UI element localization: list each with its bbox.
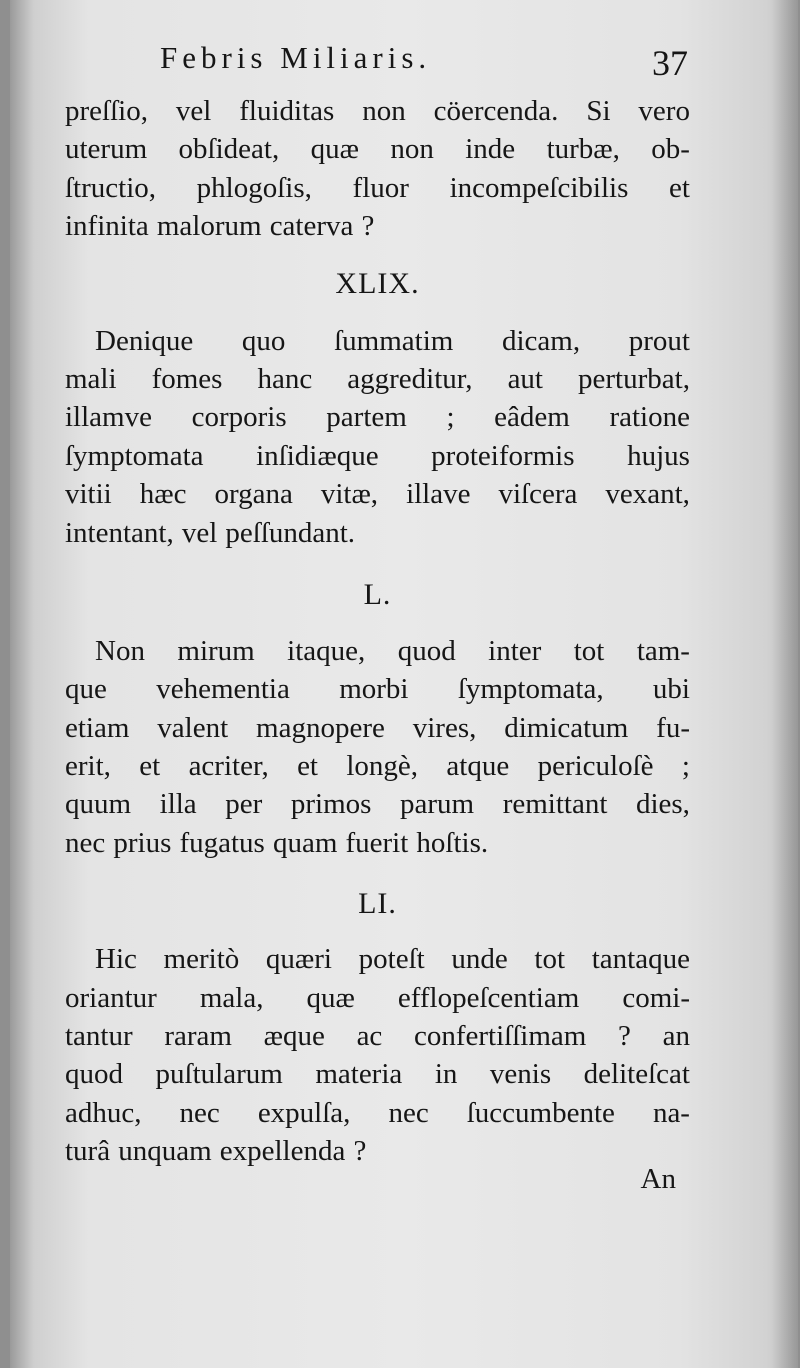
text-line (65, 979, 690, 1017)
word: æque (263, 1020, 325, 1053)
section-li (65, 862, 690, 1170)
word: ; (681, 750, 690, 783)
text-line (65, 398, 690, 436)
word: uterum (65, 133, 148, 166)
word: oriantur (65, 981, 157, 1014)
word: venis (489, 1058, 552, 1091)
word: ac (356, 1020, 383, 1053)
word: atque (446, 750, 510, 783)
text-line (65, 130, 690, 168)
word: aut (507, 362, 543, 395)
word: corporis (191, 401, 287, 434)
word: dies, (635, 788, 690, 821)
text-line (65, 747, 690, 785)
text-line (65, 207, 690, 245)
word: ? (353, 1135, 367, 1168)
word: quæ (306, 981, 355, 1014)
section-xlix (65, 246, 690, 552)
word: deliteſcat (583, 1058, 690, 1091)
word: unquam (118, 1135, 212, 1168)
word: fomes (151, 362, 223, 395)
word: hanc (257, 362, 313, 395)
word: hoſtis. (416, 826, 489, 859)
word: tantaque (591, 943, 690, 976)
word: per (225, 788, 263, 821)
word: longè, (346, 750, 419, 783)
word: prout (628, 324, 690, 357)
word: mali (65, 362, 117, 395)
word: ; (446, 401, 455, 434)
text-line (65, 322, 690, 360)
text-line (65, 785, 690, 823)
word: dicam, (501, 324, 581, 357)
word: turbæ, (546, 133, 620, 166)
word: ? (361, 210, 375, 243)
word: ſtructio, (65, 171, 157, 204)
word: quæ (310, 133, 359, 166)
word: incompeſcibilis (449, 171, 629, 204)
word: partem (326, 401, 407, 434)
section-continuation (65, 92, 690, 246)
word: tot (534, 943, 566, 976)
word: Non (95, 634, 145, 667)
word: caterva (269, 210, 354, 243)
word: quod (397, 634, 456, 667)
word: vires, (412, 711, 477, 744)
word: non (390, 133, 434, 166)
word: quod (65, 1058, 123, 1091)
word: turâ (65, 1135, 111, 1168)
word: peſſundant. (225, 516, 356, 549)
word: ob- (651, 133, 690, 166)
word: quam (272, 826, 338, 859)
word: na- (652, 1096, 690, 1129)
word: primos (290, 788, 372, 821)
book-page (10, 0, 798, 1368)
word: et (297, 750, 318, 783)
text-line (65, 670, 690, 708)
text-line (65, 824, 690, 862)
word: prius (113, 826, 172, 859)
word: Si (586, 95, 611, 127)
text-line (65, 1132, 690, 1170)
word: meritò (163, 943, 240, 976)
word: nec (388, 1096, 429, 1129)
word: inde (465, 133, 516, 166)
word: dimicatum (504, 711, 629, 744)
word: vitii (65, 478, 112, 511)
text-line (65, 940, 690, 978)
word: intentant, (65, 516, 174, 549)
word: Hic (95, 943, 137, 976)
word: valent (157, 711, 229, 744)
word: infinita (65, 210, 149, 243)
word: quæri (265, 943, 332, 976)
word: efflореſcentiam (397, 981, 580, 1014)
word: inter (488, 634, 542, 667)
word: vexant, (605, 478, 690, 511)
text-line (65, 1055, 690, 1093)
word: quo (241, 324, 286, 357)
word: comi- (622, 981, 690, 1014)
catchword: An (640, 1163, 676, 1195)
word: ſymptomata (65, 439, 204, 472)
word: proteiformis (431, 439, 575, 472)
section-heading: XLIX. (335, 266, 420, 300)
word: et (669, 171, 690, 204)
word: vehementia (156, 673, 290, 706)
page-header (160, 36, 688, 96)
word: eâdem (494, 401, 570, 434)
section-l (65, 552, 690, 862)
word: tantur (65, 1020, 133, 1053)
word: que (65, 673, 107, 706)
word: etiam (65, 711, 130, 744)
word: fugatus (179, 826, 265, 859)
page-number: 37 (652, 43, 688, 83)
text-line (65, 514, 690, 552)
word: acriter, (188, 750, 269, 783)
text-line (65, 1017, 690, 1055)
word: fuerit (345, 826, 409, 859)
text-line (65, 632, 690, 670)
word: remittant (502, 788, 608, 821)
word: materia (315, 1058, 403, 1091)
word: vero (638, 95, 690, 127)
word: cöercenda. (433, 95, 559, 127)
word: ratione (609, 401, 690, 434)
word: hujus (627, 439, 690, 472)
word: non (362, 95, 406, 127)
word: vitæ, (320, 478, 379, 511)
word: ſuccumbente (466, 1096, 615, 1129)
word: obſideat, (178, 133, 280, 166)
word: expellenda (219, 1135, 346, 1168)
word: quum (65, 788, 132, 821)
word: nec (65, 826, 106, 859)
text-line (65, 360, 690, 398)
word: vel (181, 516, 218, 549)
word: phlogoſis, (196, 171, 312, 204)
word: illa (159, 788, 197, 821)
word: confertiſſimam (414, 1020, 587, 1053)
word: perturbat, (578, 362, 690, 395)
word: nec (179, 1096, 220, 1129)
word: erit, (65, 750, 111, 783)
word: ? (618, 1020, 631, 1053)
word: organa (214, 478, 293, 511)
word: Denique (95, 324, 194, 357)
text-line (65, 92, 690, 130)
word: hæc (139, 478, 187, 511)
word: vel (175, 95, 212, 127)
text-line (65, 475, 690, 513)
word: parum (400, 788, 475, 821)
word: aggreditur, (347, 362, 473, 395)
word: tam- (636, 634, 690, 667)
word: ſymptomata, (457, 673, 604, 706)
word: illamve (65, 401, 152, 434)
word: inſidiæque (256, 439, 379, 472)
word: magnopere (256, 711, 385, 744)
word: ubi (652, 673, 690, 706)
word: tot (573, 634, 605, 667)
word: ſummatim (334, 324, 454, 357)
word: fluiditas (239, 95, 335, 127)
section-heading: L. (363, 577, 392, 611)
page-body (65, 92, 690, 1171)
word: illave (406, 478, 471, 511)
word: adhuc, (65, 1096, 142, 1129)
text-line (65, 1094, 690, 1132)
word: puſtularum (155, 1058, 283, 1091)
text-line (65, 709, 690, 747)
word: in (434, 1058, 458, 1091)
word: itaque, (287, 634, 366, 667)
word: et (139, 750, 161, 783)
word: poteſt (358, 943, 425, 976)
text-line (65, 437, 690, 475)
word: unde (451, 943, 508, 976)
word: fluor (352, 171, 409, 204)
word: expulſa, (257, 1096, 351, 1129)
running-title: Febris Miliaris. (160, 40, 432, 75)
word: viſcera (498, 478, 578, 511)
word: preſſio, (65, 95, 148, 127)
word: periculoſè (537, 750, 654, 783)
word: malorum (156, 210, 262, 243)
section-heading: LI. (358, 887, 397, 921)
word: raram (164, 1020, 232, 1053)
word: morbi (339, 673, 409, 706)
word: fu- (656, 711, 690, 744)
word: an (662, 1020, 690, 1053)
word: mirum (177, 634, 255, 667)
word: mala, (199, 981, 264, 1014)
text-line (65, 169, 690, 207)
